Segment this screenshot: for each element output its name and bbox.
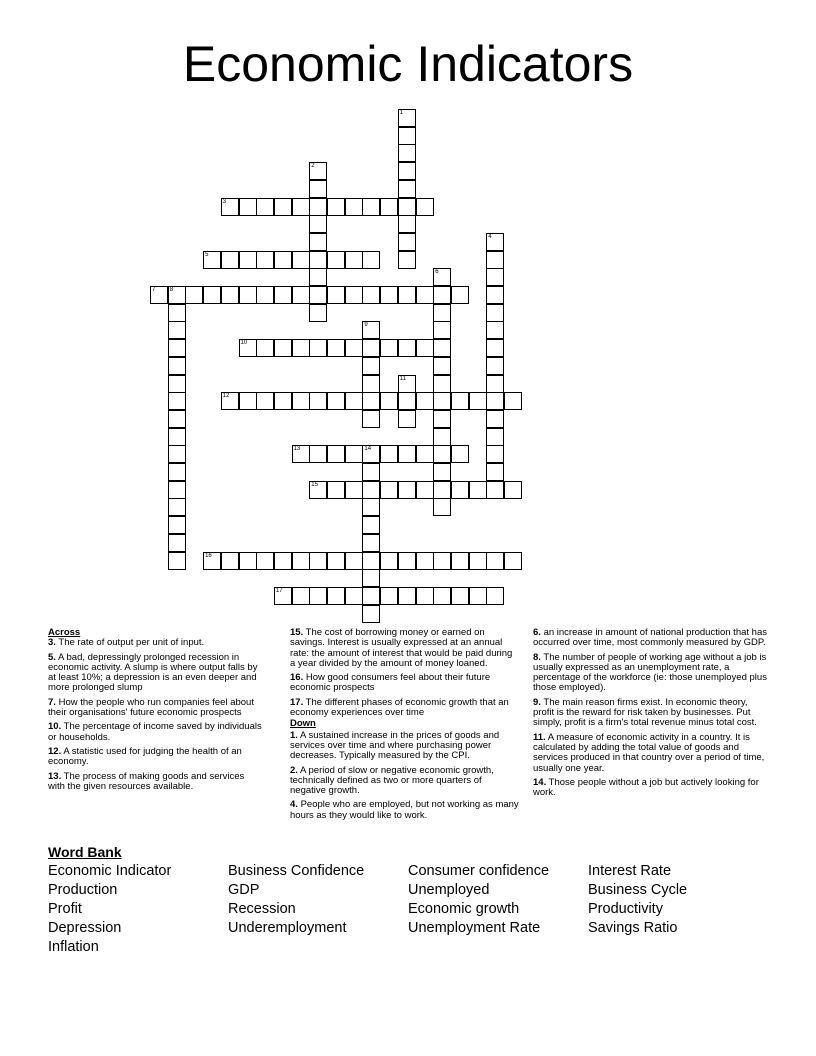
grid-cell[interactable] [362,445,380,463]
grid-cell[interactable] [486,445,504,463]
clue-number: 4. [290,799,298,811]
clue-text: The different phases of economic growth that an economy experiences over time [290,696,509,719]
grid-cell[interactable] [398,180,416,198]
clue-text: People who are employed, but not working as many hours as they would like to work. [290,799,519,821]
grid-cell[interactable] [168,321,186,339]
clue-number: 11. [533,731,546,743]
grid-cell[interactable] [362,587,380,605]
clue [533,628,768,649]
grid-cell[interactable] [327,587,345,605]
grid-cell[interactable] [274,552,292,570]
grid-cell[interactable] [433,268,451,286]
clue [48,638,263,648]
word-bank-item: Business Confidence [228,863,365,879]
grid-cell[interactable] [504,392,522,410]
grid-cell[interactable] [433,339,451,357]
clue-number: 14. [533,776,547,788]
grid-cell[interactable] [433,428,451,446]
clue-number: 8 [169,287,174,293]
clues-column-3 [533,628,768,802]
grid-cell[interactable] [256,392,274,410]
grid-cell[interactable] [433,498,451,516]
grid-cell[interactable] [380,392,398,410]
grid-cell[interactable] [398,286,416,304]
grid-cell[interactable] [362,357,380,375]
grid-cell[interactable] [274,392,292,410]
word-bank-item: Unemployment Rate [408,920,541,936]
word-bank-item: Productivity [588,901,663,917]
grid-cell[interactable] [309,286,327,304]
grid-cell[interactable] [292,339,310,357]
grid-cell[interactable] [433,286,451,304]
grid-cell[interactable] [274,198,292,216]
grid-cell[interactable] [486,375,504,393]
grid-cell[interactable] [433,445,451,463]
clue-text: How the people who run companies feel about their organisations' future economic prospects [48,696,254,719]
clue-text: The number of people of working age without a job is usually expressed as an unemployment rate, a percentage of the workforce (ie: those unemployed plus those employed). [533,651,767,694]
grid-cell[interactable] [486,463,504,481]
grid-cell[interactable] [486,286,504,304]
grid-cell[interactable] [380,587,398,605]
clue [290,628,520,669]
grid-cell[interactable] [362,481,380,499]
grid-cell[interactable] [398,233,416,251]
grid-cell[interactable] [309,162,327,180]
grid-cell[interactable] [362,321,380,339]
grid-cell[interactable] [292,552,310,570]
word-bank-item: Recession [228,901,296,917]
grid-cell[interactable] [345,552,363,570]
clue-text: A statistic used for judging the health of an economy. [48,745,242,768]
grid-cell[interactable] [168,481,186,499]
grid-cell[interactable] [221,198,239,216]
grid-cell[interactable] [380,481,398,499]
grid-cell[interactable] [416,339,434,357]
clue-number: 10 [240,340,248,347]
clues-column-2 [290,628,520,825]
grid-cell[interactable] [327,251,345,269]
grid-cell[interactable] [168,534,186,552]
grid-cell[interactable] [398,375,416,393]
grid-cell[interactable] [433,357,451,375]
grid-cell[interactable] [274,587,292,605]
grid-cell[interactable] [486,251,504,269]
grid-cell[interactable] [398,587,416,605]
grid-cell[interactable] [433,410,451,428]
word-bank-item: Economic growth [408,901,520,917]
grid-cell[interactable] [362,339,380,357]
grid-cell[interactable] [398,109,416,127]
grid-cell[interactable] [416,286,434,304]
grid-cell[interactable] [239,339,257,357]
clue-number: 7. [48,696,56,708]
grid-cell[interactable] [433,304,451,322]
grid-cell[interactable] [239,392,257,410]
word-bank-item: Depression [48,920,122,936]
grid-cell[interactable] [309,268,327,286]
clue-number: 8. [533,651,541,663]
clue-number: 13. [48,770,62,782]
grid-cell[interactable] [451,445,469,463]
grid-cell[interactable] [292,198,310,216]
grid-cell[interactable] [168,286,186,304]
clue [48,722,263,743]
clue-number: 2. [290,764,298,776]
grid-cell[interactable] [292,392,310,410]
clue [533,733,768,774]
word-bank-item: Business Cycle [588,882,688,898]
grid-cell[interactable] [362,198,380,216]
grid-cell[interactable] [221,392,239,410]
clue-text: The cost of borrowing money or earned on savings. Interest is usually expressed at an annual rate: the amount of interest that would be paid during a year divided by the amount of money loaned. [290,627,513,669]
grid-cell[interactable] [398,144,416,162]
grid-cell[interactable] [327,392,345,410]
grid-cell[interactable] [398,127,416,145]
grid-cell[interactable] [416,481,434,499]
grid-cell[interactable] [486,481,504,499]
grid-cell[interactable] [309,180,327,198]
word-bank-item: GDP [228,882,260,898]
grid-cell[interactable] [398,410,416,428]
grid-cell[interactable] [451,392,469,410]
grid-cell[interactable] [256,286,274,304]
clue [290,766,520,797]
clue [533,778,768,799]
page-title: Economic Indicators [182,36,634,92]
grid-cell[interactable] [486,233,504,251]
grid-cell[interactable] [256,552,274,570]
grid-cell[interactable] [451,587,469,605]
word-bank-item: Savings Ratio [588,920,678,936]
grid-cell[interactable] [345,198,363,216]
grid-cell[interactable] [292,251,310,269]
clue-text: The main reason firms exist. In economic theory, profit is the reward for risk taken by businesses. Put simply, profit is a firm's total revenue minus total cost. [533,696,757,729]
grid-cell[interactable] [398,162,416,180]
grid-cell[interactable] [486,357,504,375]
clue-number: 1 [399,110,404,116]
grid-cell[interactable] [380,552,398,570]
clue-text: Those people without a job but actively looking for work. [533,776,759,799]
clue [48,772,263,793]
grid-cell[interactable] [309,198,327,216]
clue [290,673,520,694]
grid-cell[interactable] [451,481,469,499]
grid-cell[interactable] [274,339,292,357]
grid-cell[interactable] [416,198,434,216]
grid-cell[interactable] [380,198,398,216]
across-header: Across [48,627,81,638]
grid-cell[interactable] [327,198,345,216]
clue-number: 10. [48,721,62,733]
grid-cell[interactable] [469,587,487,605]
grid-cell[interactable] [486,321,504,339]
grid-cell[interactable] [239,198,257,216]
clue-number: 6. [533,627,541,638]
grid-cell[interactable] [168,375,186,393]
grid-cell[interactable] [168,410,186,428]
grid-cell[interactable] [451,552,469,570]
grid-cell[interactable] [168,357,186,375]
word-bank-item: Interest Rate [588,863,672,879]
grid-cell[interactable] [486,304,504,322]
grid-cell[interactable] [362,375,380,393]
grid-cell[interactable] [362,605,380,623]
clues-column-1 [48,628,263,796]
grid-cell[interactable] [185,286,203,304]
grid-cell[interactable] [345,587,363,605]
grid-cell[interactable] [486,392,504,410]
clue-text: The percentage of income saved by individuals or households. [48,721,262,743]
word-bank-item: Inflation [48,939,99,955]
grid-cell[interactable] [309,481,327,499]
grid-cell[interactable] [380,286,398,304]
grid-cell[interactable] [433,552,451,570]
grid-cell[interactable] [345,481,363,499]
clue-number: 14 [364,446,372,453]
grid-cell[interactable] [309,233,327,251]
down-header: Down [290,718,316,730]
clue-number: 7 [152,287,156,293]
grid-cell[interactable] [362,392,380,410]
clue-number: 6 [435,269,439,276]
clue-number: 12. [48,745,62,757]
grid-cell[interactable] [203,251,221,269]
clue-number: 5. [48,651,56,663]
grid-cell[interactable] [327,445,345,463]
grid-cell[interactable] [398,198,416,216]
clue-number: 15 [311,481,318,488]
grid-cell[interactable] [168,552,186,570]
clue-number: 15. [290,627,304,638]
clue [48,653,263,694]
word-bank-item: Profit [48,901,82,917]
clue-text: The process of making goods and services with the given resources available. [48,770,245,792]
grid-cell[interactable] [309,392,327,410]
grid-cell[interactable] [345,251,363,269]
grid-cell[interactable] [486,587,504,605]
grid-cell[interactable] [380,445,398,463]
grid-cell[interactable] [221,251,239,269]
clue-number: 9 [364,322,368,329]
grid-cell[interactable] [416,552,434,570]
clue-number: 16. [290,672,304,684]
clue-number: 1. [290,729,298,741]
grid-cell[interactable] [398,339,416,357]
grid-cell[interactable] [292,587,310,605]
grid-cell[interactable] [274,251,292,269]
clue-number: 4 [488,233,492,240]
grid-cell[interactable] [416,587,434,605]
grid-cell[interactable] [327,481,345,499]
grid-cell[interactable] [362,569,380,587]
grid-cell[interactable] [398,392,416,410]
grid-cell[interactable] [327,286,345,304]
grid-cell[interactable] [292,286,310,304]
clue-text: The rate of output per unit of input. [55,637,205,649]
word-bank-item: Underemployment [228,920,347,936]
grid-cell[interactable] [327,339,345,357]
grid-cell[interactable] [168,304,186,322]
clue-number: 17. [290,696,304,708]
word-bank-item: Unemployed [408,882,490,898]
grid-cell[interactable] [168,445,186,463]
clue [290,698,520,719]
clue-number: 11 [399,375,407,382]
grid-cell[interactable] [398,445,416,463]
grid-cell[interactable] [504,552,522,570]
grid-cell[interactable] [345,286,363,304]
grid-cell[interactable] [433,587,451,605]
grid-cell[interactable] [486,268,504,286]
grid-cell[interactable] [203,286,221,304]
clue-number: 13 [293,446,301,453]
grid-cell[interactable] [309,587,327,605]
grid-cell[interactable] [433,392,451,410]
grid-cell[interactable] [362,552,380,570]
clue [533,653,768,694]
clue-text: How good consumers feel about their future economic prospects [290,672,491,694]
word-bank-item: Production [48,882,118,898]
clue-text: A bad, depressingly prolonged recession in economic activity. A slump is where output falls by at least 10%; a depression is an even deeper and more prolonged slump [48,651,258,694]
clue-text: A period of slow or negative economic growth, technically defined as two or more quarters of negative growth. [290,764,494,797]
clue [290,731,520,762]
grid-cell[interactable] [168,463,186,481]
clue-text: A measure of economic activity in a country. It is calculated by adding the total value of goods and services produced in that country over a period of time, usually one year. [533,731,765,774]
grid-cell[interactable] [486,552,504,570]
clue-text: A sustained increase in the prices of goods and services over time and where purchasing power decreases. Typically measured by the CPI. [290,729,500,762]
grid-cell[interactable] [168,498,186,516]
grid-cell[interactable] [398,481,416,499]
grid-cell[interactable] [221,552,239,570]
grid-cell[interactable] [486,428,504,446]
grid-cell[interactable] [239,286,257,304]
grid-cell[interactable] [345,392,363,410]
grid-cell[interactable] [256,251,274,269]
grid-cell[interactable] [345,445,363,463]
clue-number: 17 [275,587,283,594]
grid-cell[interactable] [203,552,221,570]
grid-cell[interactable] [239,251,257,269]
grid-cell[interactable] [416,392,434,410]
grid-cell[interactable] [398,215,416,233]
grid-cell[interactable] [168,428,186,446]
grid-cell[interactable] [327,552,345,570]
grid-cell[interactable] [309,215,327,233]
grid-cell[interactable] [168,339,186,357]
grid-cell[interactable] [362,286,380,304]
grid-cell[interactable] [416,445,434,463]
grid-cell[interactable] [451,286,469,304]
grid-cell[interactable] [274,286,292,304]
clue-text: an increase in amount of national production that has occurred over time, most commonly measured by GDP. [533,627,767,649]
clue [290,800,520,821]
clue-number: 5 [205,251,209,258]
grid-cell[interactable] [486,339,504,357]
grid-cell[interactable] [433,375,451,393]
grid-cell[interactable] [239,552,257,570]
grid-cell[interactable] [433,481,451,499]
clue-number: 12 [222,393,230,400]
grid-cell[interactable] [433,321,451,339]
grid-cell[interactable] [256,198,274,216]
clue [48,698,263,719]
clue [48,747,263,768]
grid-cell[interactable] [398,251,416,269]
grid-cell[interactable] [469,552,487,570]
grid-cell[interactable] [292,445,310,463]
grid-cell[interactable] [221,286,239,304]
grid-cell[interactable] [309,251,327,269]
grid-cell[interactable] [345,339,363,357]
grid-cell[interactable] [256,339,274,357]
grid-cell[interactable] [362,516,380,534]
grid-cell[interactable] [150,286,168,304]
grid-cell[interactable] [362,534,380,552]
grid-cell[interactable] [168,392,186,410]
grid-cell[interactable] [504,481,522,499]
clue-number: 9. [533,696,541,708]
grid-cell[interactable] [380,339,398,357]
grid-cell[interactable] [469,481,487,499]
grid-cell[interactable] [469,392,487,410]
grid-cell[interactable] [433,463,451,481]
word-bank-item: Economic Indicator [48,863,172,879]
grid-cell[interactable] [362,251,380,269]
grid-cell[interactable] [362,410,380,428]
clue-number: 3. [48,637,56,649]
clue-number: 16 [205,552,212,559]
grid-cell[interactable] [309,339,327,357]
grid-cell[interactable] [486,410,504,428]
grid-cell[interactable] [168,516,186,534]
word-bank-title: Word Bank [48,844,122,860]
grid-cell[interactable] [309,552,327,570]
grid-cell[interactable] [362,498,380,516]
clue [533,698,768,729]
grid-cell[interactable] [362,463,380,481]
grid-cell[interactable] [309,445,327,463]
word-bank-item: Consumer confidence [408,863,550,879]
clue-number: 3 [222,198,227,205]
clue-number: 2 [311,163,315,170]
grid-cell[interactable] [309,304,327,322]
grid-cell[interactable] [398,552,416,570]
